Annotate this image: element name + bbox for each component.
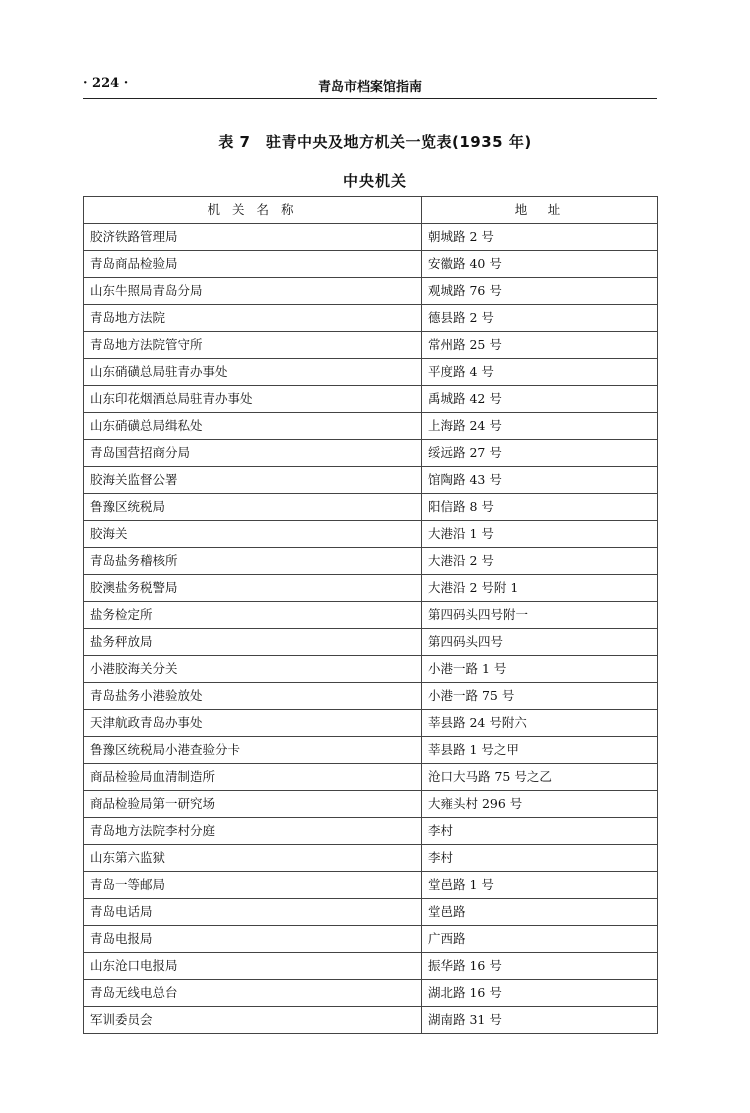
org-name-cell: 青岛商品检验局 bbox=[84, 251, 422, 278]
org-address-cell: 阳信路 8 号 bbox=[422, 494, 658, 521]
header-rule bbox=[83, 98, 657, 99]
org-address-cell: 堂邑路 1 号 bbox=[422, 872, 658, 899]
org-address-cell: 平度路 4 号 bbox=[422, 359, 658, 386]
org-address-cell: 广西路 bbox=[422, 926, 658, 953]
org-name-cell: 青岛电话局 bbox=[84, 899, 422, 926]
org-address-cell: 大港沿 1 号 bbox=[422, 521, 658, 548]
table-row bbox=[84, 1007, 658, 1034]
table-row bbox=[84, 629, 658, 656]
org-name-cell: 军训委员会 bbox=[84, 1007, 422, 1034]
org-name-cell: 青岛无线电总台 bbox=[84, 980, 422, 1007]
org-address-cell: 湖北路 16 号 bbox=[422, 980, 658, 1007]
table-row bbox=[84, 548, 658, 575]
table-row bbox=[84, 953, 658, 980]
org-name-cell: 山东硝磺总局缉私处 bbox=[84, 413, 422, 440]
table-row bbox=[84, 926, 658, 953]
org-address-cell: 安徽路 40 号 bbox=[422, 251, 658, 278]
table-row bbox=[84, 899, 658, 926]
org-address-cell: 常州路 25 号 bbox=[422, 332, 658, 359]
org-address-cell: 朝城路 2 号 bbox=[422, 224, 658, 251]
table-header-row bbox=[84, 197, 658, 224]
org-name-cell: 胶海关监督公署 bbox=[84, 467, 422, 494]
org-address-cell: 沧口大马路 75 号之乙 bbox=[422, 764, 658, 791]
org-name-cell: 青岛一等邮局 bbox=[84, 872, 422, 899]
org-address-cell: 大港沿 2 号 bbox=[422, 548, 658, 575]
org-name-cell: 鲁豫区统税局小港查验分卡 bbox=[84, 737, 422, 764]
org-name-cell: 青岛盐务稽核所 bbox=[84, 548, 422, 575]
org-address-cell: 观城路 76 号 bbox=[422, 278, 658, 305]
org-address-cell: 大雍头村 296 号 bbox=[422, 791, 658, 818]
running-title: 青岛市档案馆指南 bbox=[317, 80, 422, 95]
org-address-cell: 湖南路 31 号 bbox=[422, 1007, 658, 1034]
table-row bbox=[84, 440, 658, 467]
org-address-cell: 李村 bbox=[422, 845, 658, 872]
table-row bbox=[84, 764, 658, 791]
org-name-cell: 青岛盐务小港验放处 bbox=[84, 683, 422, 710]
table-row bbox=[84, 467, 658, 494]
table-row bbox=[84, 251, 658, 278]
org-name-cell: 小港胶海关分关 bbox=[84, 656, 422, 683]
table-row bbox=[84, 818, 658, 845]
table-row bbox=[84, 872, 658, 899]
column-header-name: 机 关 名 称 bbox=[84, 197, 422, 224]
page-number: · 224 · bbox=[83, 76, 129, 91]
org-name-cell: 山东第六监狱 bbox=[84, 845, 422, 872]
table-row bbox=[84, 224, 658, 251]
org-table bbox=[83, 196, 658, 1034]
table-row bbox=[84, 413, 658, 440]
org-address-cell: 莘县路 1 号之甲 bbox=[422, 737, 658, 764]
table-row bbox=[84, 305, 658, 332]
org-address-cell: 第四码头四号 bbox=[422, 629, 658, 656]
table-row bbox=[84, 278, 658, 305]
org-address-cell: 小港一路 75 号 bbox=[422, 683, 658, 710]
org-name-cell: 山东硝磺总局驻青办事处 bbox=[84, 359, 422, 386]
table-row bbox=[84, 656, 658, 683]
org-address-cell: 大港沿 2 号附 1 bbox=[422, 575, 658, 602]
table-row bbox=[84, 737, 658, 764]
org-name-cell: 山东印花烟酒总局驻青办事处 bbox=[84, 386, 422, 413]
org-name-cell: 盐务秤放局 bbox=[84, 629, 422, 656]
org-address-cell: 振华路 16 号 bbox=[422, 953, 658, 980]
table-body bbox=[84, 224, 658, 1034]
table-row bbox=[84, 575, 658, 602]
org-address-cell: 绥远路 27 号 bbox=[422, 440, 658, 467]
org-name-cell: 青岛地方法院李村分庭 bbox=[84, 818, 422, 845]
table-row bbox=[84, 980, 658, 1007]
table-title: 表 7 驻青中央及地方机关一览表(1935 年) bbox=[218, 133, 532, 151]
page-header bbox=[83, 76, 657, 96]
table-row bbox=[84, 521, 658, 548]
org-address-cell: 德县路 2 号 bbox=[422, 305, 658, 332]
org-name-cell: 青岛地方法院 bbox=[84, 305, 422, 332]
table-row bbox=[84, 791, 658, 818]
org-name-cell: 天津航政青岛办事处 bbox=[84, 710, 422, 737]
table-row bbox=[84, 602, 658, 629]
org-address-cell: 禹城路 42 号 bbox=[422, 386, 658, 413]
table-row bbox=[84, 710, 658, 737]
table-row bbox=[84, 494, 658, 521]
org-name-cell: 商品检验局第一研究场 bbox=[84, 791, 422, 818]
org-address-cell: 馆陶路 43 号 bbox=[422, 467, 658, 494]
org-address-cell: 第四码头四号附一 bbox=[422, 602, 658, 629]
org-name-cell: 青岛国营招商分局 bbox=[84, 440, 422, 467]
table-row bbox=[84, 845, 658, 872]
org-name-cell: 胶海关 bbox=[84, 521, 422, 548]
column-header-address: 地 址 bbox=[422, 197, 658, 224]
table-row bbox=[84, 683, 658, 710]
org-name-cell: 商品检验局血清制造所 bbox=[84, 764, 422, 791]
table-row bbox=[84, 359, 658, 386]
org-name-cell: 青岛电报局 bbox=[84, 926, 422, 953]
org-address-cell: 小港一路 1 号 bbox=[422, 656, 658, 683]
org-name-cell: 鲁豫区统税局 bbox=[84, 494, 422, 521]
org-address-cell: 上海路 24 号 bbox=[422, 413, 658, 440]
table-row bbox=[84, 332, 658, 359]
org-name-cell: 胶澳盐务税警局 bbox=[84, 575, 422, 602]
org-address-cell: 堂邑路 bbox=[422, 899, 658, 926]
section-title: 中央机关 bbox=[342, 172, 407, 190]
org-name-cell: 胶济铁路管理局 bbox=[84, 224, 422, 251]
org-name-cell: 山东牛照局青岛分局 bbox=[84, 278, 422, 305]
org-address-cell: 李村 bbox=[422, 818, 658, 845]
org-name-cell: 山东沧口电报局 bbox=[84, 953, 422, 980]
org-name-cell: 盐务检定所 bbox=[84, 602, 422, 629]
org-address-cell: 莘县路 24 号附六 bbox=[422, 710, 658, 737]
org-name-cell: 青岛地方法院管守所 bbox=[84, 332, 422, 359]
table-row bbox=[84, 386, 658, 413]
